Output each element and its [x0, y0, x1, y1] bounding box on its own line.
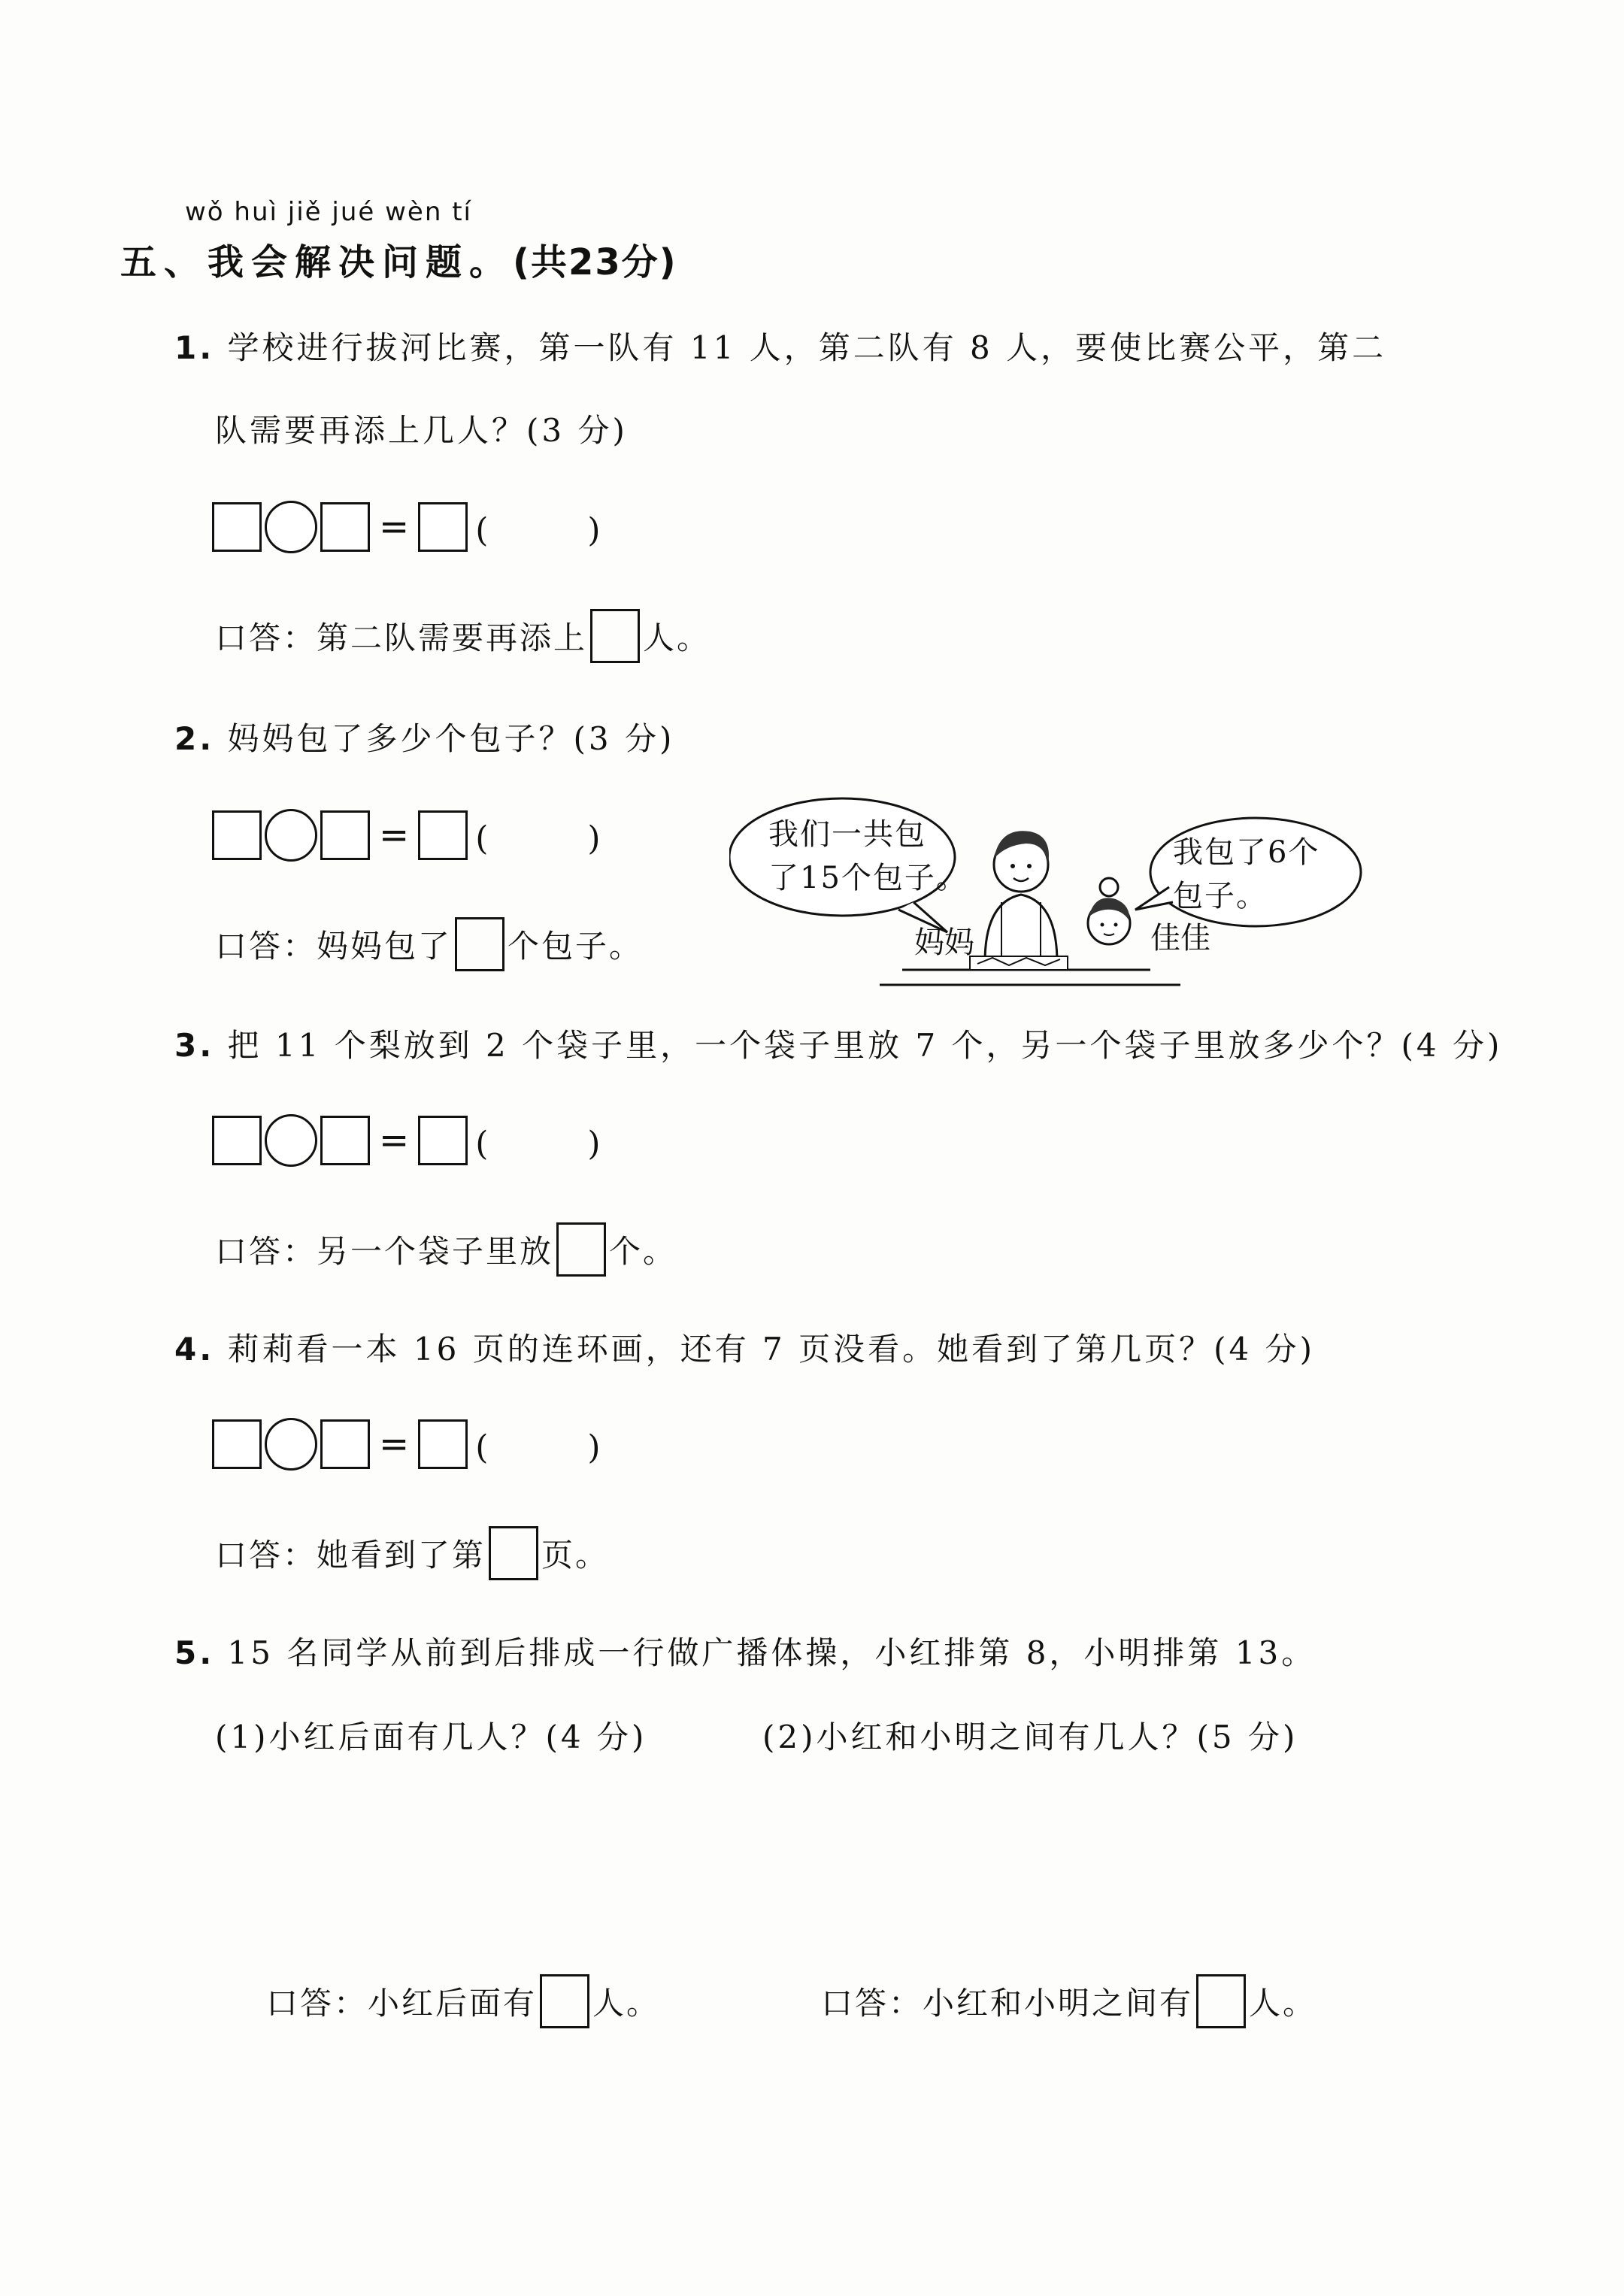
question-text: 把 11 个梨放到 2 个袋子里，一个袋子里放 7 个，另一个袋子里放多少个？(4 分) — [227, 1027, 1503, 1064]
answer-3 — [215, 1222, 677, 1277]
question-5-part-2: (2)小红和小明之间有几人？(5 分) — [762, 1719, 1298, 1755]
operand-box[interactable] — [320, 1419, 370, 1469]
question-3 — [174, 1021, 1502, 1066]
question-2 — [174, 714, 674, 759]
question-number: 3. — [174, 1027, 215, 1064]
answer-prefix: 口答：妈妈包了 — [215, 928, 453, 965]
answer-suffix: 人。 — [592, 1985, 661, 2022]
answer-1 — [215, 609, 710, 663]
formula-3 — [212, 1114, 601, 1167]
question-5 — [174, 1628, 1316, 1674]
label-mom: 妈妈 — [914, 925, 974, 960]
operand-box[interactable] — [212, 810, 262, 860]
equals-sign: = — [379, 506, 410, 548]
question-text: 15 名同学从前到后排成一行做广播体操，小红排第 8，小明排第 13。 — [227, 1634, 1316, 1671]
question-number: 5. — [174, 1634, 215, 1671]
unit-parenthesis[interactable]: ( ) — [475, 511, 601, 550]
unit-parenthesis[interactable]: ( ) — [475, 1428, 601, 1467]
answer-box[interactable] — [540, 1974, 589, 2028]
bubble-jiajia-line2: 包子。 — [1173, 879, 1268, 913]
operator-circle[interactable] — [265, 809, 317, 862]
formula-2 — [212, 809, 601, 862]
bubble-jiajia-line1: 我包了6个 — [1173, 835, 1320, 870]
answer-prefix: 口答：她看到了第 — [215, 1537, 486, 1574]
answer-suffix: 个。 — [609, 1233, 677, 1270]
formula-1 — [212, 501, 601, 553]
result-box[interactable] — [418, 810, 468, 860]
answer-suffix: 人。 — [643, 619, 711, 656]
operand-box[interactable] — [320, 810, 370, 860]
answer-prefix: 口答：第二队需要再添上 — [215, 619, 588, 656]
answer-suffix: 人。 — [1249, 1985, 1317, 2022]
mom-and-jiajia-illustration — [729, 797, 1376, 1000]
label-jiajia: 佳佳 — [1150, 921, 1210, 956]
unit-parenthesis[interactable]: ( ) — [475, 1125, 601, 1163]
answer-prefix: 口答：另一个袋子里放 — [215, 1233, 554, 1270]
question-4 — [174, 1325, 1315, 1370]
result-box[interactable] — [418, 502, 468, 552]
operand-box[interactable] — [212, 1419, 262, 1469]
answer-box[interactable] — [590, 609, 640, 663]
unit-parenthesis[interactable]: ( ) — [475, 819, 601, 858]
question-number: 1. — [174, 329, 215, 366]
section-score: (共23分) — [513, 241, 677, 283]
question-5-part-1: (1)小红后面有几人？(4 分) — [215, 1719, 647, 1755]
answer-box[interactable] — [556, 1222, 606, 1277]
answer-prefix: 口答：小红后面有 — [266, 1985, 538, 2022]
question-text: 学校进行拔河比赛，第一队有 11 人，第二队有 8 人，要使比赛公平，第二 — [227, 329, 1387, 366]
operand-box[interactable] — [320, 502, 370, 552]
result-box[interactable] — [418, 1419, 468, 1469]
question-number: 4. — [174, 1331, 215, 1368]
answer-5-2 — [821, 1974, 1316, 2028]
operator-circle[interactable] — [265, 1418, 317, 1471]
answer-box[interactable] — [489, 1526, 538, 1580]
section-heading — [120, 233, 677, 285]
section-title: 我会解决问题。 — [208, 241, 514, 283]
question-number: 2. — [174, 720, 215, 757]
operand-box[interactable] — [212, 1116, 262, 1165]
operator-circle[interactable] — [265, 1114, 317, 1167]
section-number: 五、 — [120, 241, 208, 283]
question-text: 妈妈包了多少个包子？(3 分) — [227, 720, 675, 757]
answer-suffix: 个包子。 — [508, 928, 644, 965]
answer-4 — [215, 1526, 609, 1580]
bubble-mom-line2: 了15个包子。 — [768, 861, 968, 895]
answer-suffix: 页。 — [541, 1537, 610, 1574]
equals-sign: = — [379, 1119, 410, 1162]
section-pinyin: wǒ huì jiě jué wèn tí — [185, 197, 472, 227]
answer-box[interactable] — [455, 917, 504, 971]
result-box[interactable] — [418, 1116, 468, 1165]
answer-2 — [215, 917, 643, 971]
answer-box[interactable] — [1196, 1974, 1246, 2028]
operand-box[interactable] — [212, 502, 262, 552]
question-1 — [174, 323, 1386, 368]
question-1-line2: 队需要再添上几人？(3 分) — [215, 412, 628, 449]
answer-5-1 — [266, 1974, 660, 2028]
equals-sign: = — [379, 814, 410, 856]
bubble-mom-line1: 我们一共包 — [768, 817, 926, 852]
question-text: 莉莉看一本 16 页的连环画，还有 7 页没看。她看到了第几页？(4 分) — [227, 1331, 1315, 1368]
formula-4 — [212, 1418, 601, 1471]
equals-sign: = — [379, 1423, 410, 1465]
answer-prefix: 口答：小红和小明之间有 — [821, 1985, 1194, 2022]
operator-circle[interactable] — [265, 501, 317, 553]
operand-box[interactable] — [320, 1116, 370, 1165]
